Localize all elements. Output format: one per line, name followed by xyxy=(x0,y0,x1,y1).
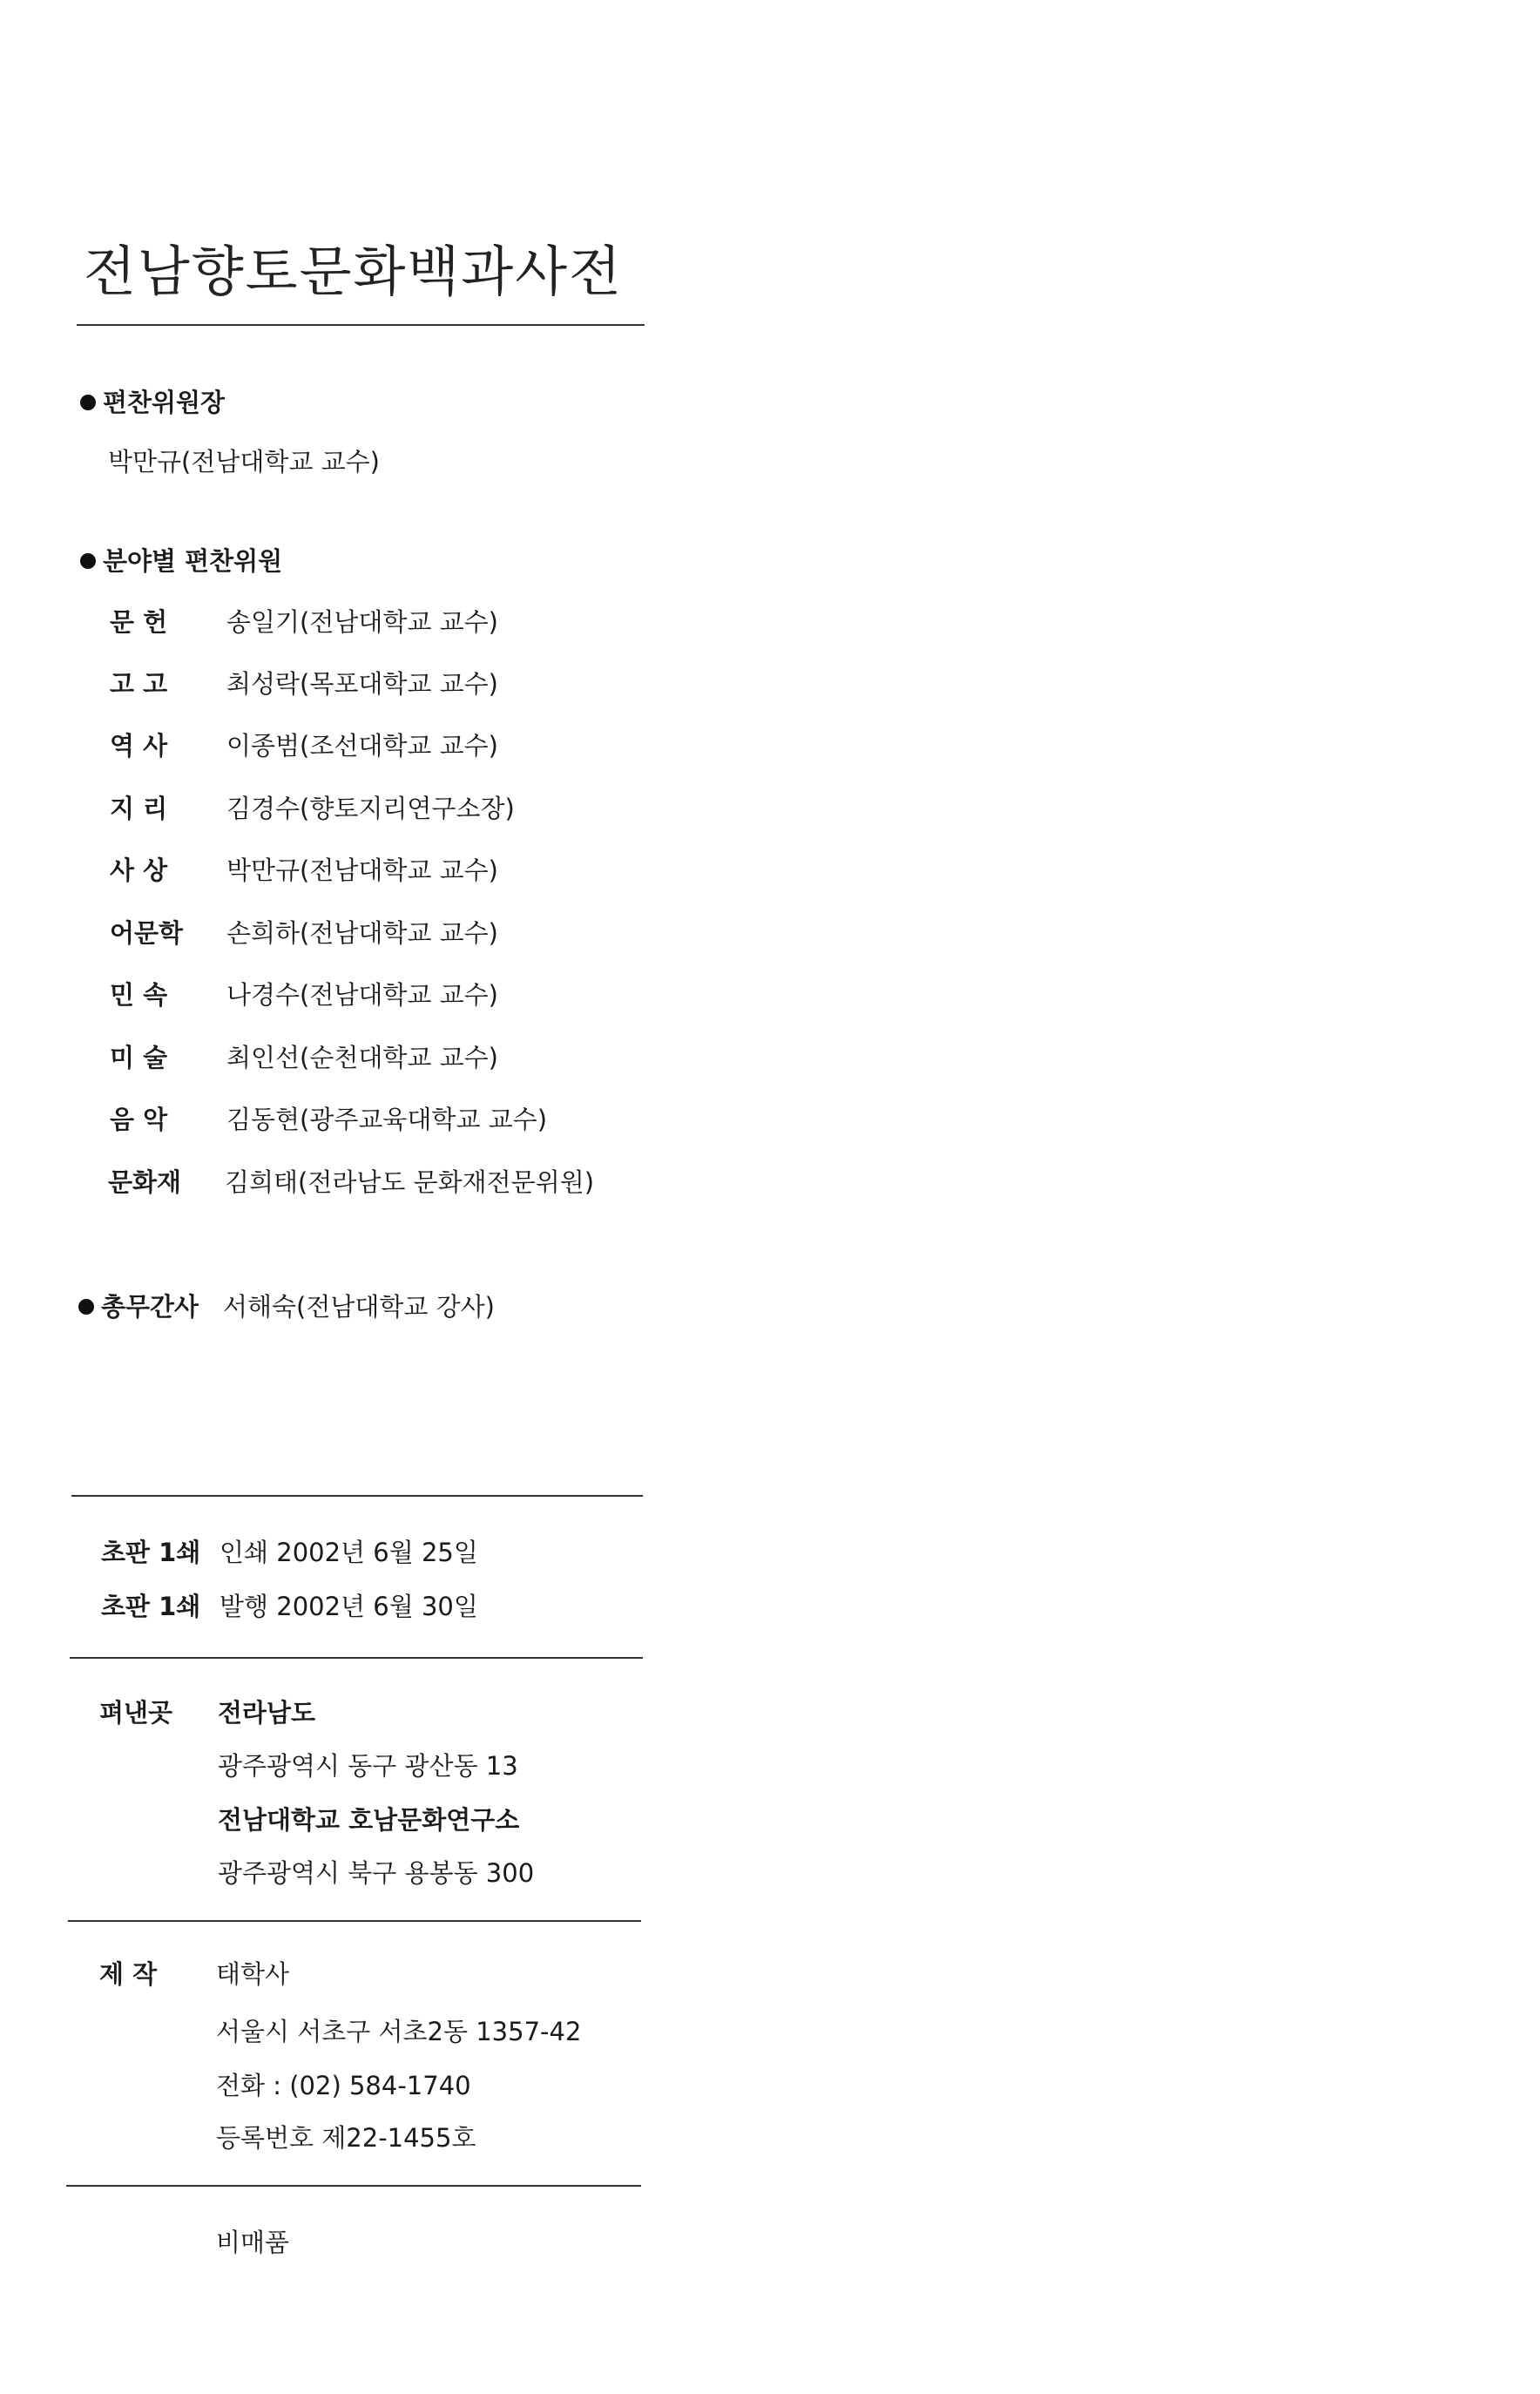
general-secretary-heading-label: 총무간사 xyxy=(101,1292,199,1322)
publisher-name: 전라남도 xyxy=(218,1698,316,1728)
field-label: 문화재 xyxy=(108,1167,182,1197)
field-label: 고 고 xyxy=(110,669,168,699)
field-person: 최성락(목포대학교 교수) xyxy=(226,669,498,699)
field-label: 어문학 xyxy=(110,918,184,948)
divider xyxy=(66,2185,641,2187)
bullet-icon xyxy=(80,553,96,569)
field-editors-heading-label: 분야별 편찬위원 xyxy=(103,546,283,576)
production-phone: 전화 : (02) 584-1740 xyxy=(216,2071,471,2100)
field-person: 손희하(전남대학교 교수) xyxy=(226,918,498,948)
field-person: 최인선(순천대학교 교수) xyxy=(226,1043,498,1072)
field-label: 사 상 xyxy=(110,855,168,885)
field-person: 김희태(전라남도 문화재전문위원) xyxy=(225,1167,595,1197)
field-label: 음 악 xyxy=(110,1105,168,1134)
printing-value: 인쇄 2002년 6월 25일 xyxy=(220,1538,478,1567)
field-label: 역 사 xyxy=(110,731,168,761)
chief-editor-heading xyxy=(80,383,225,419)
bullet-icon xyxy=(78,1299,94,1315)
general-secretary-name: 서해숙(전남대학교 강사) xyxy=(223,1292,495,1322)
title-divider xyxy=(77,324,645,326)
printing-label: 초판 1쇄 xyxy=(101,1538,201,1567)
divider xyxy=(68,1920,641,1922)
chief-editor-name: 박만규(전남대학교 교수) xyxy=(108,447,380,477)
field-person: 박만규(전남대학교 교수) xyxy=(226,855,498,885)
field-label: 민 속 xyxy=(110,980,168,1010)
production-registration: 등록번호 제22-1455호 xyxy=(216,2123,476,2153)
divider xyxy=(71,1495,643,1497)
field-editors-heading xyxy=(80,542,282,578)
publishing-label: 초판 1쇄 xyxy=(101,1592,201,1621)
publisher-label: 펴낸곳 xyxy=(99,1698,173,1728)
divider xyxy=(70,1657,643,1659)
field-person: 김경수(향토지리연구소장) xyxy=(226,794,515,823)
publisher-institute-address: 광주광역시 북구 용봉동 300 xyxy=(218,1858,535,1888)
production-address: 서울시 서초구 서초2동 1357-42 xyxy=(216,2017,582,2046)
not-for-sale: 비매품 xyxy=(216,2228,290,2257)
page-title: 전남향토문화백과사전 xyxy=(84,240,623,303)
publisher-institute: 전남대학교 호남문화연구소 xyxy=(218,1805,520,1835)
publishing-value: 발행 2002년 6월 30일 xyxy=(220,1592,478,1621)
production-company: 태학사 xyxy=(216,1959,290,1989)
bullet-icon xyxy=(80,395,96,410)
general-secretary-heading xyxy=(78,1288,199,1323)
field-person: 나경수(전남대학교 교수) xyxy=(226,980,498,1010)
chief-editor-heading-label: 편찬위원장 xyxy=(103,388,226,417)
production-label: 제 작 xyxy=(99,1959,158,1989)
field-label: 지 리 xyxy=(110,794,168,823)
publisher-address: 광주광역시 동구 광산동 13 xyxy=(218,1751,518,1781)
field-label: 미 술 xyxy=(110,1043,168,1072)
field-label: 문 헌 xyxy=(110,607,168,637)
field-person: 김동현(광주교육대학교 교수) xyxy=(226,1105,548,1134)
field-person: 송일기(전남대학교 교수) xyxy=(226,607,498,637)
field-person: 이종범(조선대학교 교수) xyxy=(226,731,498,761)
